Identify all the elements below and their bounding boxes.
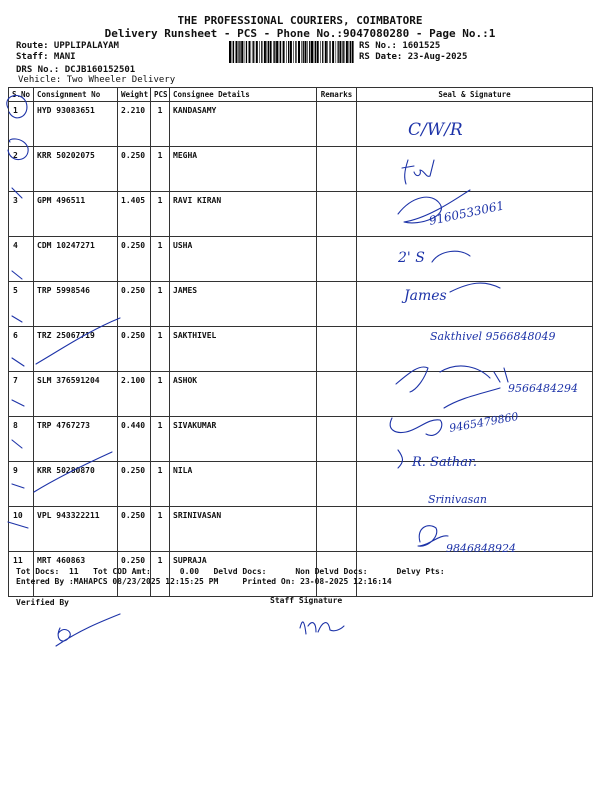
rs-date: RS Date: 23-Aug-2025 xyxy=(359,52,468,62)
row-weight: 0.250 xyxy=(118,327,151,372)
row-consignee: SIVAKUMAR xyxy=(170,417,317,462)
row-seal-signature xyxy=(357,417,593,462)
barcode-bar xyxy=(252,41,253,63)
row-consignee: ASHOK xyxy=(170,372,317,417)
barcode-bar xyxy=(241,41,243,63)
barcode-bar xyxy=(295,41,296,63)
row-weight: 0.440 xyxy=(118,417,151,462)
row-remarks xyxy=(317,417,357,462)
table-row xyxy=(9,417,593,462)
row-seal-signature xyxy=(357,192,593,237)
barcode-bar xyxy=(232,41,233,63)
company-title: THE PROFESSIONAL COURIERS, COIMBATORE xyxy=(177,14,423,27)
table-header-row xyxy=(9,88,593,102)
table-row xyxy=(9,237,593,282)
verified-by-label: Verified By xyxy=(16,598,69,607)
runsheet-subtitle: Delivery Runsheet - PCS - Phone No.:9047080280 - Page No.:1 xyxy=(104,27,496,40)
barcode-bar xyxy=(342,41,343,63)
row-consignment: MRT 460863 xyxy=(34,552,118,597)
row-consignee: MEGHA xyxy=(170,147,317,192)
row-seal-signature xyxy=(357,507,593,552)
row-seal-signature xyxy=(357,327,593,372)
sig-text-row10: Srinivasan xyxy=(428,493,487,506)
col-seal-signature: Seal & Signature xyxy=(357,88,593,102)
barcode-bar xyxy=(317,41,319,63)
barcode-bar xyxy=(311,41,313,63)
barcode-bar xyxy=(352,41,354,63)
row-consignee: SUPRAJA xyxy=(170,552,317,597)
vehicle-label: Vehicle: Two Wheeler Delivery xyxy=(18,75,176,85)
drs-number: DRS No.: DCJB160152501 xyxy=(16,65,136,75)
row-consignee: KANDASAMY xyxy=(170,102,317,147)
sig-text-row5: James xyxy=(404,288,447,304)
barcode-bar xyxy=(256,41,258,63)
barcode-bar xyxy=(301,41,302,63)
row-seal-signature xyxy=(357,372,593,417)
row-pcs: 1 xyxy=(151,102,170,147)
barcode-bar xyxy=(273,41,274,63)
row-pcs: 1 xyxy=(151,507,170,552)
barcode-bar xyxy=(350,41,351,63)
row-sno: 2 xyxy=(9,147,34,192)
barcode-bar xyxy=(270,41,272,63)
barcode-bar xyxy=(303,41,304,63)
row-pcs: 1 xyxy=(151,462,170,507)
barcode-bar xyxy=(259,41,260,63)
barcode-bar xyxy=(267,41,268,63)
barcode-bar xyxy=(233,41,234,63)
barcode-bar xyxy=(279,41,280,63)
barcode-bar xyxy=(314,41,315,63)
sig-text-row9: R. Sathar. xyxy=(412,455,477,470)
sig-text-row3: 9160533061 xyxy=(427,198,506,228)
barcode-bar xyxy=(229,41,231,63)
barcode-bar xyxy=(298,41,300,63)
table-row xyxy=(9,282,593,327)
row-weight: 0.250 xyxy=(118,462,151,507)
sig-text-row4: 2' S xyxy=(398,250,425,266)
staff-signature xyxy=(300,622,344,634)
staff-signature-label: Staff Signature xyxy=(270,596,343,605)
row-consignment: TRP 5998546 xyxy=(34,282,118,327)
row-consignee: RAVI KIRAN xyxy=(170,192,317,237)
barcode-bar xyxy=(280,41,281,63)
row-pcs: 1 xyxy=(151,552,170,597)
barcode-bar xyxy=(244,41,245,63)
col-remarks: Remarks xyxy=(317,88,357,102)
table-row xyxy=(9,102,593,147)
row-consignee: SRINIVASAN xyxy=(170,507,317,552)
row-remarks xyxy=(317,462,357,507)
row-remarks xyxy=(317,507,357,552)
row-weight: 1.405 xyxy=(118,192,151,237)
row-seal-signature xyxy=(357,147,593,192)
barcode-bar xyxy=(283,41,285,63)
barcode-bar xyxy=(239,41,240,63)
row-consignment: TRZ 25067719 xyxy=(34,327,118,372)
sig-text-row11: 9846848924 xyxy=(446,542,516,555)
barcode-bar xyxy=(332,41,334,63)
row-pcs: 1 xyxy=(151,372,170,417)
row-sno: 9 xyxy=(9,462,34,507)
barcode-bar xyxy=(327,41,328,63)
col-consignee: Consignee Details xyxy=(170,88,317,102)
row-consignment: TRP 4767273 xyxy=(34,417,118,462)
row-sno: 6 xyxy=(9,327,34,372)
table-row xyxy=(9,327,593,372)
barcode-bar xyxy=(343,41,344,63)
barcode-bar xyxy=(274,41,275,63)
barcode-bar xyxy=(325,41,327,63)
runsheet-table xyxy=(8,87,593,597)
barcode-bar xyxy=(276,41,278,63)
row-weight: 0.250 xyxy=(118,237,151,282)
row-weight: 2.100 xyxy=(118,372,151,417)
row-sno: 7 xyxy=(9,372,34,417)
row-sno: 1 xyxy=(9,102,34,147)
summary-line: Tot Docs: 11 Tot COD Amt: 0.00 Delvd Docs: Non Delvd Docs: Delvy Pts: xyxy=(16,567,445,576)
row-remarks xyxy=(317,372,357,417)
row-consignment: VPL 943322211 xyxy=(34,507,118,552)
table-row xyxy=(9,462,593,507)
row-sno: 3 xyxy=(9,192,34,237)
row-consignment: KRR 50280870 xyxy=(34,462,118,507)
table-row xyxy=(9,507,593,552)
barcode-bar xyxy=(268,41,269,63)
sig-text-row6: Sakthivel 9566848049 xyxy=(430,330,556,343)
row-seal-signature xyxy=(357,102,593,147)
barcode-bar xyxy=(249,41,251,63)
barcode xyxy=(229,41,356,63)
row-weight: 0.250 xyxy=(118,147,151,192)
barcode-bar xyxy=(293,41,294,63)
barcode-bar xyxy=(309,41,310,63)
row-consignment: HYD 93083651 xyxy=(34,102,118,147)
row-sno: 10 xyxy=(9,507,34,552)
col-weight: Weight xyxy=(118,88,151,102)
row-pcs: 1 xyxy=(151,237,170,282)
rs-number: RS No.: 1601525 xyxy=(359,41,441,51)
route-label: Route: UPPLIPALAYAM xyxy=(16,41,119,51)
col-consignment: Consignment No xyxy=(34,88,118,102)
row-seal-signature xyxy=(357,237,593,282)
barcode-bar xyxy=(339,41,341,63)
row-pcs: 1 xyxy=(151,282,170,327)
row-weight: 0.250 xyxy=(118,282,151,327)
staff-label: Staff: MANI xyxy=(16,52,76,62)
row-weight: 2.210 xyxy=(118,102,151,147)
verified-signature xyxy=(56,614,120,646)
row-pcs: 1 xyxy=(151,147,170,192)
row-weight: 0.250 xyxy=(118,552,151,597)
row-consignee: USHA xyxy=(170,237,317,282)
barcode-bar xyxy=(246,41,247,63)
barcode-bar xyxy=(349,41,350,63)
sig-text-row1: C/W/R xyxy=(408,120,463,140)
barcode-bar xyxy=(322,41,323,63)
entered-by-line: Entered By :MAHAPCS 08/23/2025 12:15:25 PM Printed On: 23-08-2025 12:16:14 xyxy=(16,577,392,586)
row-consignee: JAMES xyxy=(170,282,317,327)
barcode-bar xyxy=(286,41,287,63)
barcode-bar xyxy=(290,41,292,63)
barcode-bar xyxy=(315,41,316,63)
row-pcs: 1 xyxy=(151,192,170,237)
barcode-bar xyxy=(236,41,238,63)
barcode-bar xyxy=(329,41,330,63)
barcode-bar xyxy=(305,41,307,63)
col-sno: S.No xyxy=(9,88,34,102)
barcode-bar xyxy=(253,41,254,63)
barcode-bar xyxy=(288,41,289,63)
barcode-bar xyxy=(238,41,239,63)
row-consignment: GPM 496511 xyxy=(34,192,118,237)
row-consignee: SAKTHIVEL xyxy=(170,327,317,372)
row-consignment: KRR 50202075 xyxy=(34,147,118,192)
table-row xyxy=(9,147,593,192)
row-consignment: CDM 10247271 xyxy=(34,237,118,282)
barcode-bar xyxy=(307,41,308,63)
row-pcs: 1 xyxy=(151,417,170,462)
barcode-bar xyxy=(261,41,262,63)
barcode-bar xyxy=(336,41,337,63)
barcode-bar xyxy=(338,41,339,63)
row-seal-signature xyxy=(357,282,593,327)
barcode-bar xyxy=(346,41,348,63)
row-sno: 8 xyxy=(9,417,34,462)
row-sno: 11 xyxy=(9,552,34,597)
row-seal-signature xyxy=(357,462,593,507)
row-consignment: SLM 376591204 xyxy=(34,372,118,417)
row-weight: 0.250 xyxy=(118,507,151,552)
row-remarks xyxy=(317,327,357,372)
row-consignee: NILA xyxy=(170,462,317,507)
row-pcs: 1 xyxy=(151,327,170,372)
sig-text-row7: 9566484294 xyxy=(508,382,578,395)
barcode-bar xyxy=(320,41,321,63)
table-row xyxy=(9,192,593,237)
row-sno: 5 xyxy=(9,282,34,327)
table-row xyxy=(9,372,593,417)
row-remarks xyxy=(317,282,357,327)
col-pcs: PCS xyxy=(151,88,170,102)
row-remarks xyxy=(317,192,357,237)
row-remarks xyxy=(317,102,357,147)
sig-text-row8: 9465479860 xyxy=(448,409,520,435)
row-remarks xyxy=(317,237,357,282)
row-sno: 4 xyxy=(9,237,34,282)
row-remarks xyxy=(317,147,357,192)
barcode-bar xyxy=(264,41,266,63)
